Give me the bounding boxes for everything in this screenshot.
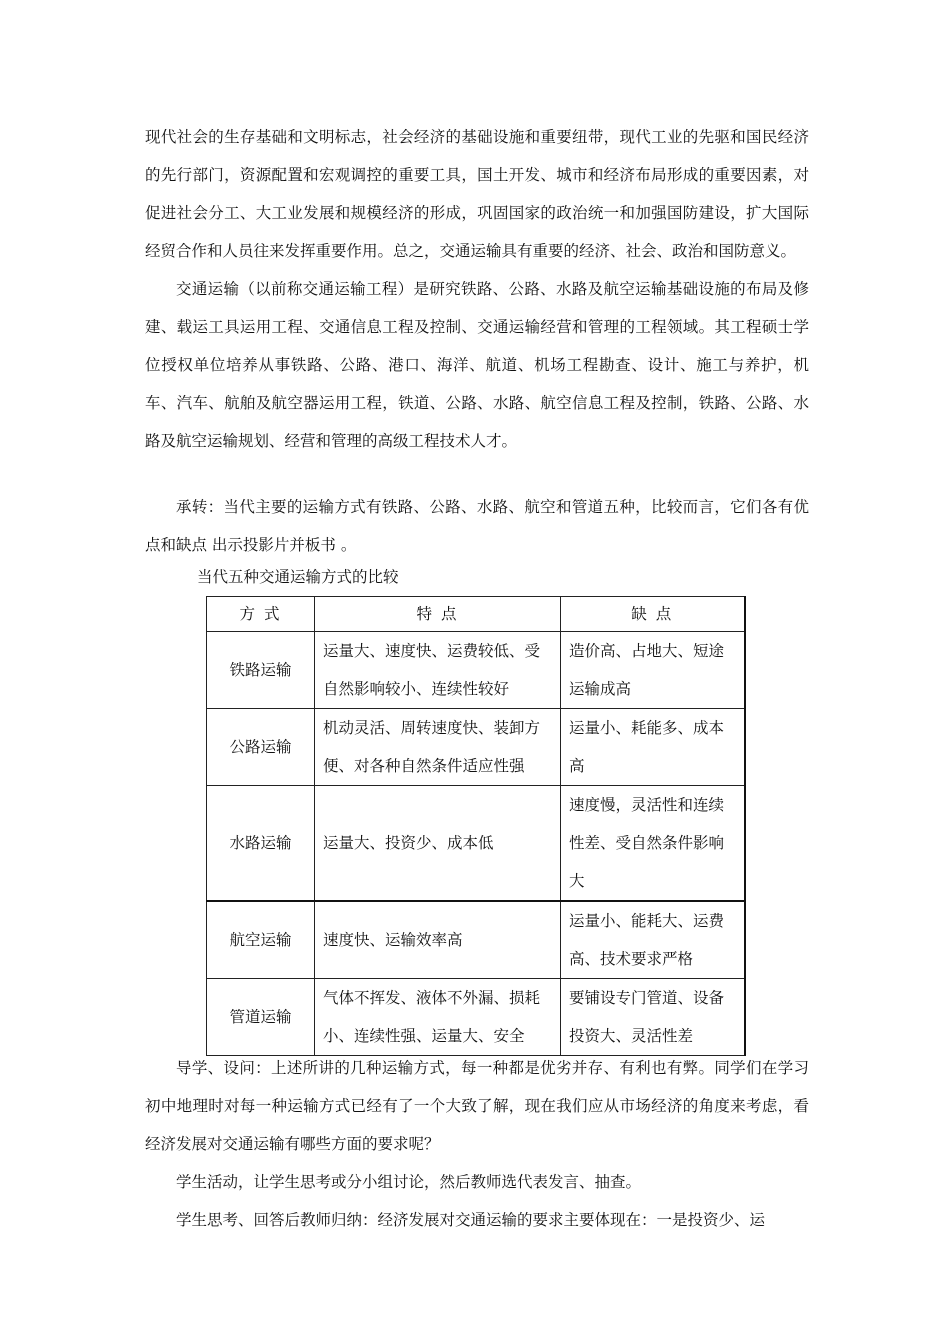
paragraph-teacher-summary: 学生思考、回答后教师归纳：经济发展对交通运输的要求主要体现在：一是投资少、运 [176,1211,766,1229]
cell-mode: 公路运输 [207,709,315,786]
table-row [207,901,745,979]
cell-mode: 航空运输 [207,901,315,979]
cell-drawbacks: 运量小、能耗大、运费高、技术要求严格 [561,901,745,979]
cell-drawbacks: 速度慢，灵活性和连续性差、受自然条件影响大 [561,786,745,902]
paragraph-transport-definition: 交通运输（以前称交通运输工程）是研究铁路、公路、水路及航空运输基础设施的布局及修建、载运工具运用工程、交通信息工程及控制、交通运输经营和管理的工程领域。其工程硕士学位授权单位培养从事铁路、公路、港口、海洋、航道、机场工程勘查、设计、施工与养护，机车、汽车、航舶及航空器运用工程，铁道、公路、水路、航空信息工程及控制，铁路、公路、水路及航空运输规划、经营和管理的高级工程技术人才。 [145,280,809,450]
cell-mode: 铁路运输 [207,632,315,709]
cell-drawbacks: 要铺设专门管道、设备投资大、灵活性差 [561,979,745,1056]
table-row [207,979,745,1056]
paragraph-transport-significance: 现代社会的生存基础和文明标志，社会经济的基础设施和重要纽带，现代工业的先驱和国民经济的先行部门，资源配置和宏观调控的重要工具，国土开发、城市和经济布局形成的重要因素，对促进社会分工、大工业发展和规模经济的形成，巩固国家的政治统一和加强国防建设，扩大国际经贸合作和人员往来发挥重要作用。总之，交通运输具有重要的经济、社会、政治和国防意义。 [145,128,809,260]
cell-drawbacks: 造价高、占地大、短途运输成高 [561,632,745,709]
transport-comparison-table [206,596,746,1056]
table-row [207,709,745,786]
header-drawbacks: 缺 点 [561,597,745,632]
table-row [207,632,745,709]
cell-mode: 管道运输 [207,979,315,1056]
table-row [207,786,745,902]
cell-features: 速度快、运输效率高 [315,901,561,979]
header-features: 特 点 [315,597,561,632]
cell-drawbacks: 运量小、耗能多、成本高 [561,709,745,786]
cell-features: 机动灵活、周转速度快、装卸方便、对各种自然条件适应性强 [315,709,561,786]
cell-features: 运量大、投资少、成本低 [315,786,561,902]
header-mode: 方 式 [207,597,315,632]
table-caption: 当代五种交通运输方式的比较 [197,568,399,586]
cell-features: 运量大、速度快、运费较低、受自然影响较小、连续性较好 [315,632,561,709]
table-header-row [207,597,745,632]
paragraph-transition: 承转：当代主要的运输方式有铁路、公路、水路、航空和管道五种，比较而言，它们各有优点和缺点 出示投影片并板书 。 [145,498,809,554]
cell-mode: 水路运输 [207,786,315,902]
paragraph-guided-question: 导学、设问：上述所讲的几种运输方式，每一种都是优劣并存、有利也有弊。同学们在学习初中地理时对每一种运输方式已经有了一个大致了解，现在我们应从市场经济的角度来考虑，看经济发展对交通运输有哪些方面的要求呢？ [145,1059,809,1153]
paragraph-student-activity: 学生活动，让学生思考或分小组讨论，然后教师选代表发言、抽查。 [176,1173,642,1191]
cell-features: 气体不挥发、液体不外漏、损耗小、连续性强、运量大、安全 [315,979,561,1056]
